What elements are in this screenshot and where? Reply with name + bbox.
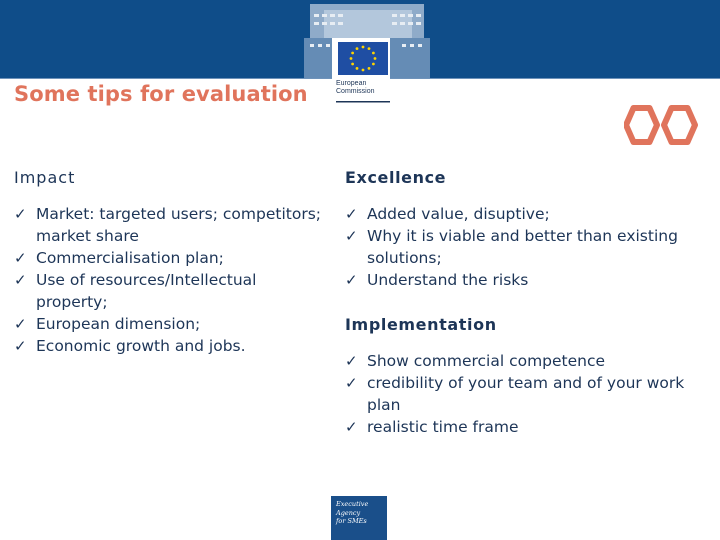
list-item (345, 350, 715, 372)
impact-heading: Impact (14, 168, 76, 187)
checkmark-icon: ✓ (345, 374, 358, 392)
impact-list (14, 203, 324, 357)
logo-org-line1: European (336, 80, 367, 87)
page-title: Some tips for evaluation (14, 82, 308, 106)
list-item-text: Show commercial competence (367, 352, 606, 370)
agency-line1: Executive (336, 500, 369, 508)
list-item (14, 313, 324, 335)
list-item (345, 203, 715, 225)
agency-logo-text (336, 500, 368, 526)
ec-logo (304, 0, 434, 104)
checkmark-icon: ✓ (345, 205, 358, 223)
agency-line2: Agency (336, 508, 361, 517)
checkmark-icon: ✓ (14, 315, 27, 333)
excellence-list (345, 203, 715, 291)
checkmark-icon: ✓ (345, 352, 358, 370)
list-item-text: Why it is viable and better than existing solutions; (367, 227, 678, 267)
checkmark-icon: ✓ (14, 271, 27, 289)
implementation-list (345, 350, 715, 438)
list-item-text: European dimension; (36, 315, 201, 333)
list-item (345, 416, 715, 438)
agency-logo (331, 496, 387, 540)
checkmark-icon: ✓ (345, 227, 358, 245)
logo-org-line2: Commission (336, 88, 375, 95)
right-column (345, 168, 715, 438)
checkmark-icon: ✓ (14, 337, 27, 355)
checkmark-icon: ✓ (345, 418, 358, 436)
list-item-text: Market: targeted users; competitors; market share (36, 205, 321, 245)
list-item (345, 269, 715, 291)
list-item (14, 269, 324, 313)
list-item (14, 247, 324, 269)
list-item-text: Economic growth and jobs. (36, 337, 246, 355)
list-item-text: credibility of your team and of your work plan (367, 374, 685, 414)
checkmark-icon: ✓ (14, 205, 27, 223)
impact-section (14, 168, 324, 357)
agency-line3: for SMEs (336, 517, 367, 525)
list-item (14, 335, 324, 357)
checkmark-icon: ✓ (345, 271, 358, 289)
excellence-heading: Excellence (345, 168, 447, 187)
list-item-text: realistic time frame (367, 418, 519, 436)
list-item (14, 203, 324, 247)
list-item-text: Understand the risks (367, 271, 529, 289)
list-item (345, 372, 715, 416)
list-item-text: Use of resources/Intellectual property; (36, 271, 257, 311)
list-item-text: Added value, disuptive; (367, 205, 550, 223)
list-item (345, 225, 715, 269)
list-item-text: Commercialisation plan; (36, 249, 224, 267)
implementation-heading: Implementation (345, 315, 497, 334)
hexagon-logo-icon (624, 104, 702, 150)
checkmark-icon: ✓ (14, 249, 27, 267)
